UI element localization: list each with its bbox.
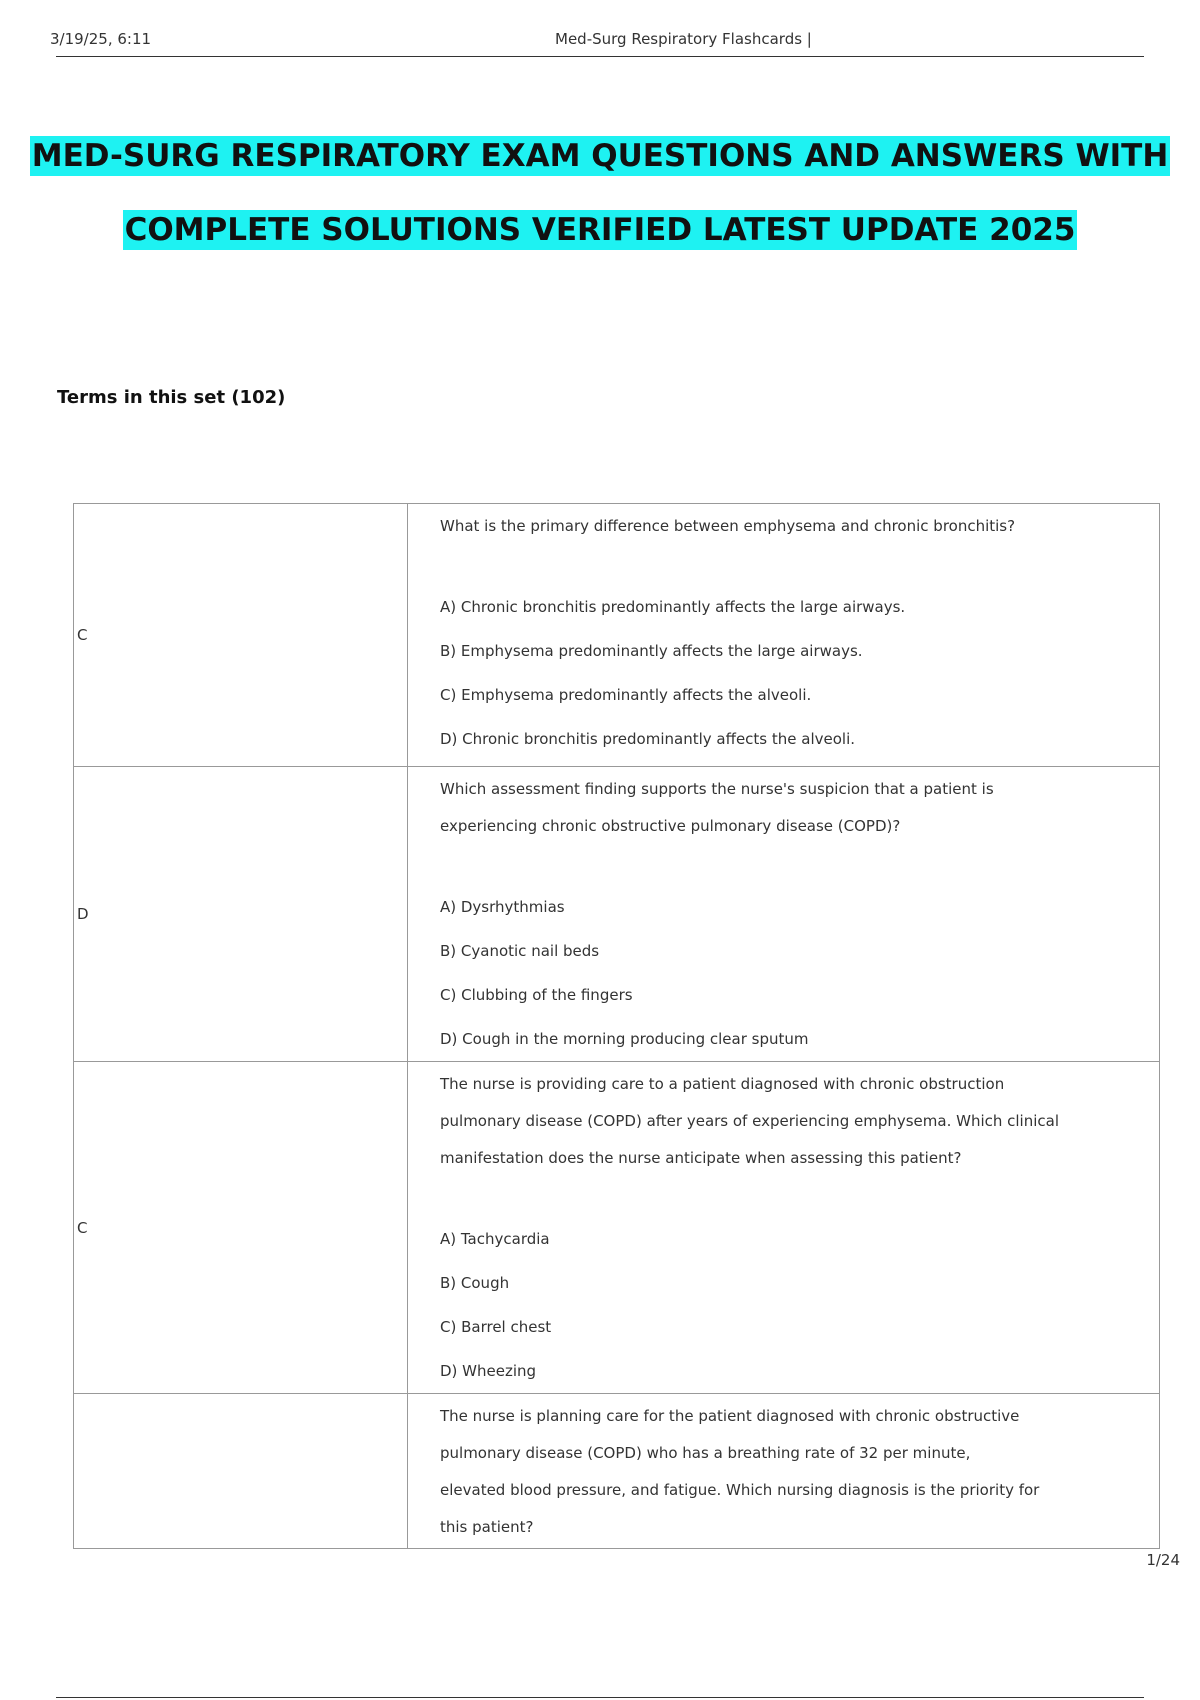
option-d: D) Chronic bronchitis predominantly affects the alveoli. xyxy=(440,730,856,748)
option-a: A) Dysrhythmias xyxy=(440,898,565,916)
question-cell xyxy=(408,504,1160,767)
answer-text: C xyxy=(77,1218,88,1237)
option-b: B) Emphysema predominantly affects the large airways. xyxy=(440,642,863,660)
option-a: A) Chronic bronchitis predominantly affects the large airways. xyxy=(440,598,906,616)
answer-cell xyxy=(74,767,408,1062)
answer-text: D xyxy=(77,905,89,923)
answer-cell xyxy=(74,1394,408,1549)
question-cell xyxy=(408,1394,1160,1549)
flashcard-table xyxy=(73,503,1160,1549)
page-number: 1/24 xyxy=(1146,1551,1180,1569)
question-cell xyxy=(408,767,1160,1062)
flashcard-row xyxy=(74,504,1160,767)
option-a: A) Tachycardia xyxy=(440,1230,550,1248)
flashcard-row xyxy=(74,1062,1160,1394)
answer-cell xyxy=(74,504,408,767)
question-line: manifestation does the nurse anticipate when assessing this patient? xyxy=(440,1149,962,1167)
answer-text: C xyxy=(77,626,88,644)
print-date: 3/19/25, 6:11 xyxy=(50,30,152,48)
print-header-title: Med-Surg Respiratory Flashcards | xyxy=(555,30,812,48)
option-b: B) Cough xyxy=(440,1274,510,1292)
option-b: B) Cyanotic nail beds xyxy=(440,942,600,960)
doc-title-line-1: MED-SURG RESPIRATORY EXAM QUESTIONS AND ANSWERS WITH xyxy=(31,138,1169,174)
header-divider xyxy=(56,56,1144,57)
question-line: The nurse is planning care for the patient diagnosed with chronic obstructive xyxy=(440,1407,1020,1425)
option-c: C) Clubbing of the fingers xyxy=(440,986,633,1004)
option-d: D) Cough in the morning producing clear sputum xyxy=(440,1030,809,1048)
question-line: elevated blood pressure, and fatigue. Which nursing diagnosis is the priority for xyxy=(440,1481,1040,1499)
terms-count-label: Terms in this set (102) xyxy=(57,387,286,408)
option-d: D) Wheezing xyxy=(440,1362,537,1380)
doc-title-line-2: COMPLETE SOLUTIONS VERIFIED LATEST UPDATE 2025 xyxy=(124,212,1076,248)
question-cell xyxy=(408,1062,1160,1394)
question-line: What is the primary difference between emphysema and chronic bronchitis? xyxy=(440,517,1016,535)
answer-cell xyxy=(74,1062,408,1394)
footer-divider xyxy=(56,1697,1144,1698)
flashcard-row xyxy=(74,767,1160,1062)
question-line: pulmonary disease (COPD) after years of experiencing emphysema. Which clinical xyxy=(440,1112,1059,1130)
question-line: The nurse is providing care to a patient diagnosed with chronic obstruction xyxy=(440,1075,1005,1093)
option-c: C) Emphysema predominantly affects the alveoli. xyxy=(440,686,812,704)
question-line: experiencing chronic obstructive pulmonary disease (COPD)? xyxy=(440,817,901,835)
option-c: C) Barrel chest xyxy=(440,1318,552,1336)
flashcard-row xyxy=(74,1394,1160,1549)
question-line: this patient? xyxy=(440,1518,534,1536)
question-line: Which assessment finding supports the nurse's suspicion that a patient is xyxy=(440,780,994,798)
question-line: pulmonary disease (COPD) who has a breathing rate of 32 per minute, xyxy=(440,1444,971,1462)
